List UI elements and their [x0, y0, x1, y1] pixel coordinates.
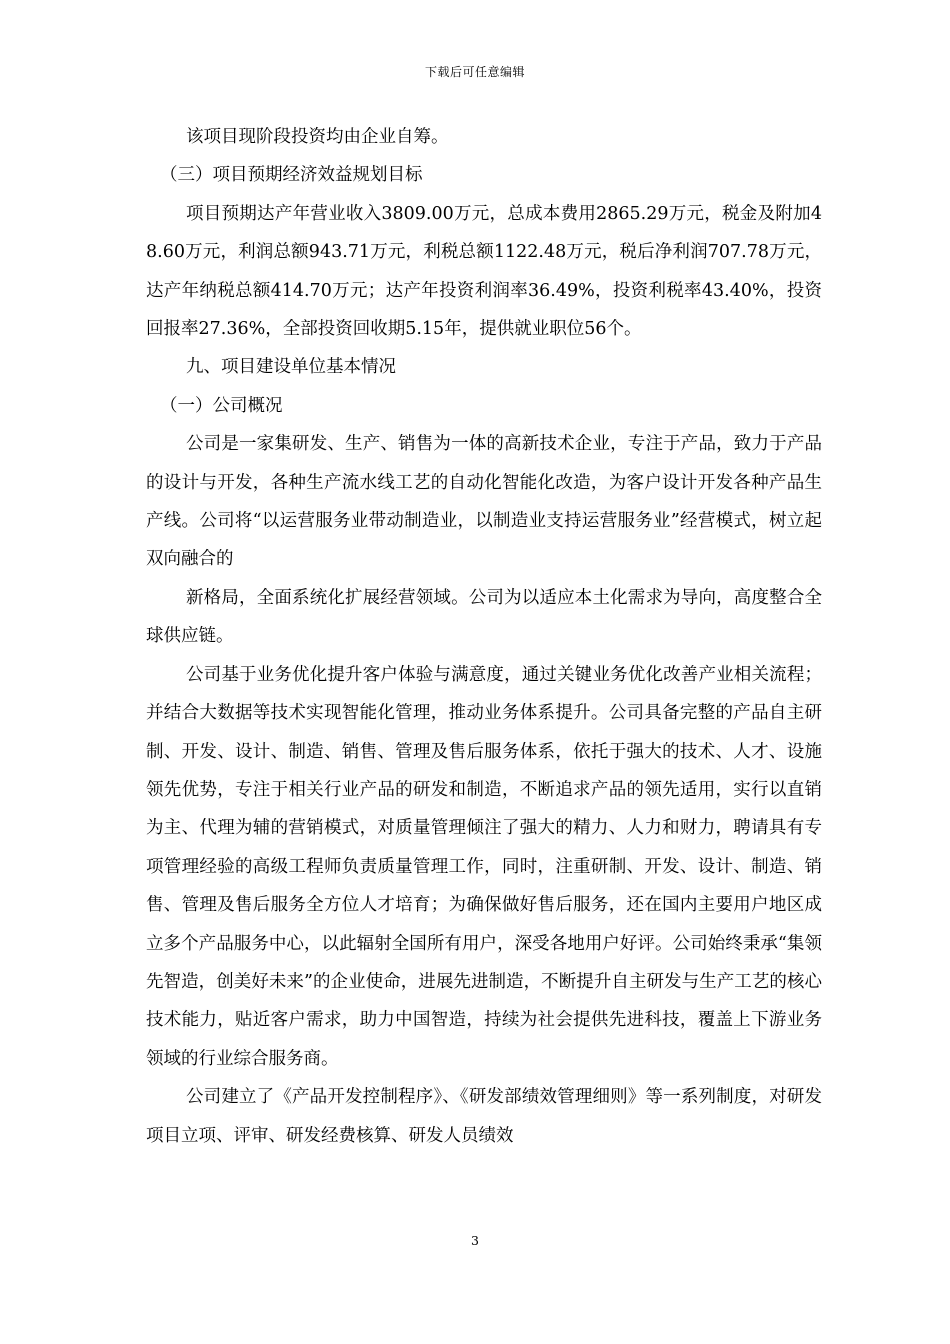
- paragraph-new-pattern: 新格局，全面系统化扩展经营领域。公司为以适应本土化需求为导向，高度整合全球供应链。: [146, 587, 822, 647]
- section-heading-economic-targets: （三）项目预期经济效益规划目标: [160, 165, 423, 186]
- paragraph-rd-system: 公司建立了《产品开发控制程序》、《研发部绩效管理细则》等一系列制度，对研发项目立项、评审、研发经费核算、研发人员绩效: [146, 1087, 822, 1146]
- page-header: 下载后可任意编辑: [424, 65, 525, 79]
- paragraph-economic-benefits: 项目预期达产年营业收入3809.00万元，总成本费用2865.29万元，税金及附加48.60万元，利润总额943.71万元，利税总额1122.48万元，税后净利润707.78万元，达产年纳税总额414.70万元；达产年投资利润率36.49%，投资利税率43.40%，投资回报率27.36%，全部投资回收期5.15年，提供就业职位56个。: [146, 203, 822, 340]
- paragraph-business-optimization: 公司基于业务优化提升客户体验与满意度，通过关键业务优化改善产业相关流程；并结合大数据等技术实现智能化管理，推动业务体系提升。公司具备完整的产品自主研制、开发、设计、制造、销售、管理及售后服务体系，依托于强大的技术、人才、设施领先优势，专注于相关行业产品的研发和制造，不断追求产品的领先适用，实行以直销为主、代理为辅的营销模式，对质量管理倾注了强大的精力、人力和财力，聘请具有专项管理经验的高级工程师负责质量管理工作，同时，注重研制、开发、设计、制造、销售、管理及售后服务全方位人才培育；为确保做好售后服务，还在国内主要用户地区成立多个产品服务中心，以此辐射全国所有用户，深受各地用户好评。公司始终秉承“集领先智造，创美好未来”的企业使命，进展先进制造，不断提升自主研发与生产工艺的核心技术能力，贴近客户需求，助力中国智造，持续为社会提供先进科技，覆盖上下游业务领域的行业综合服务商。: [146, 664, 822, 1069]
- document-body: [146, 118, 822, 1155]
- paragraph-funding-source: 该项目现阶段投资均由企业自筹。: [186, 127, 449, 147]
- page-number: 3: [471, 1233, 479, 1248]
- section-heading-company-overview: （一）公司概况: [160, 395, 283, 416]
- section-heading-company-info: 九、项目建设单位基本情况: [186, 357, 396, 378]
- paragraph-company-intro: 公司是一家集研发、生产、销售为一体的高新技术企业，专注于产品，致力于产品的设计与开发，各种生产流水线工艺的自动化智能化改造，为客户设计开发各种产品生产线。公司将“以运营服务业带动制造业，以制造业支持运营服务业”经营模式，树立起双向融合的: [146, 434, 822, 570]
